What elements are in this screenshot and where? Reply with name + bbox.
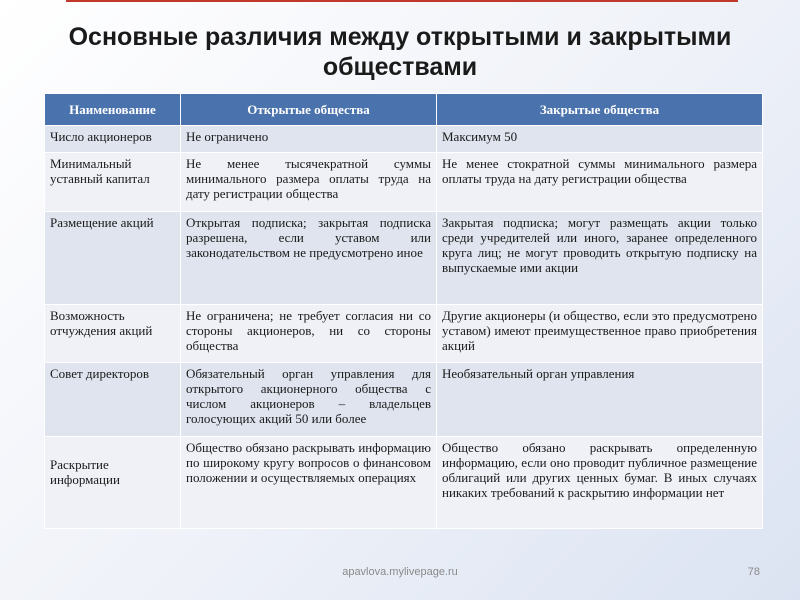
closed-cell: Не менее стократной суммы минимального размера оплаты труда на дату регистрации общества: [437, 153, 763, 212]
closed-cell: Общество обязано раскрывать определенную информацию, если оно проводит публичное размещение облигаций или других ценных бумаг. В иных случаях никаких требований к раскрытию информации нет: [437, 437, 763, 529]
slide-title: [40, 22, 760, 82]
table-row: [45, 212, 763, 305]
closed-cell: Другие акционеры (и общество, если это предусмотрено уставом) имеют преимущественное право приобретения акций: [437, 305, 763, 363]
row-label: Совет директоров: [45, 363, 181, 437]
table-row: [45, 305, 763, 363]
open-cell: Не ограничена; не требует согласия ни со стороны акционеров, ни со стороны общества: [181, 305, 437, 363]
row-label: Размещение акций: [45, 212, 181, 305]
footer-url: apavlova.mylivepage.ru: [342, 566, 458, 578]
open-cell: Не менее тысячекратной суммы минимального размера оплаты труда на дату регистрации общества: [181, 153, 437, 212]
open-cell: Не ограничено: [181, 126, 437, 153]
row-label: Возможность отчуждения акций: [45, 305, 181, 363]
closed-cell: Закрытая подписка; могут размещать акции только среди учредителей или иного, заранее определенного круга лиц; не могут проводить открытую подписку на выпускаемые ими акции: [437, 212, 763, 305]
header-closed-companies: Закрытые общества: [437, 94, 763, 126]
table-row: [45, 437, 763, 529]
open-cell: Обязательный орган управления для открытого акционерного общества с числом акционеров – владельцев голосующих акций 50 или более: [181, 363, 437, 437]
title-line-2: обществами: [322, 53, 478, 81]
row-label: Число акционеров: [45, 126, 181, 153]
table-header-row: [45, 94, 763, 126]
closed-cell: Максимум 50: [437, 126, 763, 153]
open-cell: Открытая подписка; закрытая подписка разрешена, если уставом или законодательством не предусмотрено иное: [181, 212, 437, 305]
comparison-table: [44, 93, 763, 529]
closed-cell: Необязательный орган управления: [437, 363, 763, 437]
top-accent-line: [66, 0, 738, 2]
table-row: [45, 153, 763, 212]
page-number: 78: [747, 566, 760, 578]
title-line-1: Основные различия между открытыми и закрытыми: [68, 23, 732, 51]
header-name: Наименование: [45, 94, 181, 126]
row-label: Раскрытие информации: [45, 437, 181, 529]
table-row: [45, 363, 763, 437]
open-cell: Общество обязано раскрывать информацию по широкому кругу вопросов о финансовом положении и осуществляемых операциях: [181, 437, 437, 529]
header-open-companies: Открытые общества: [181, 94, 437, 126]
table-row: [45, 126, 763, 153]
row-label: Минимальный уставный капитал: [45, 153, 181, 212]
